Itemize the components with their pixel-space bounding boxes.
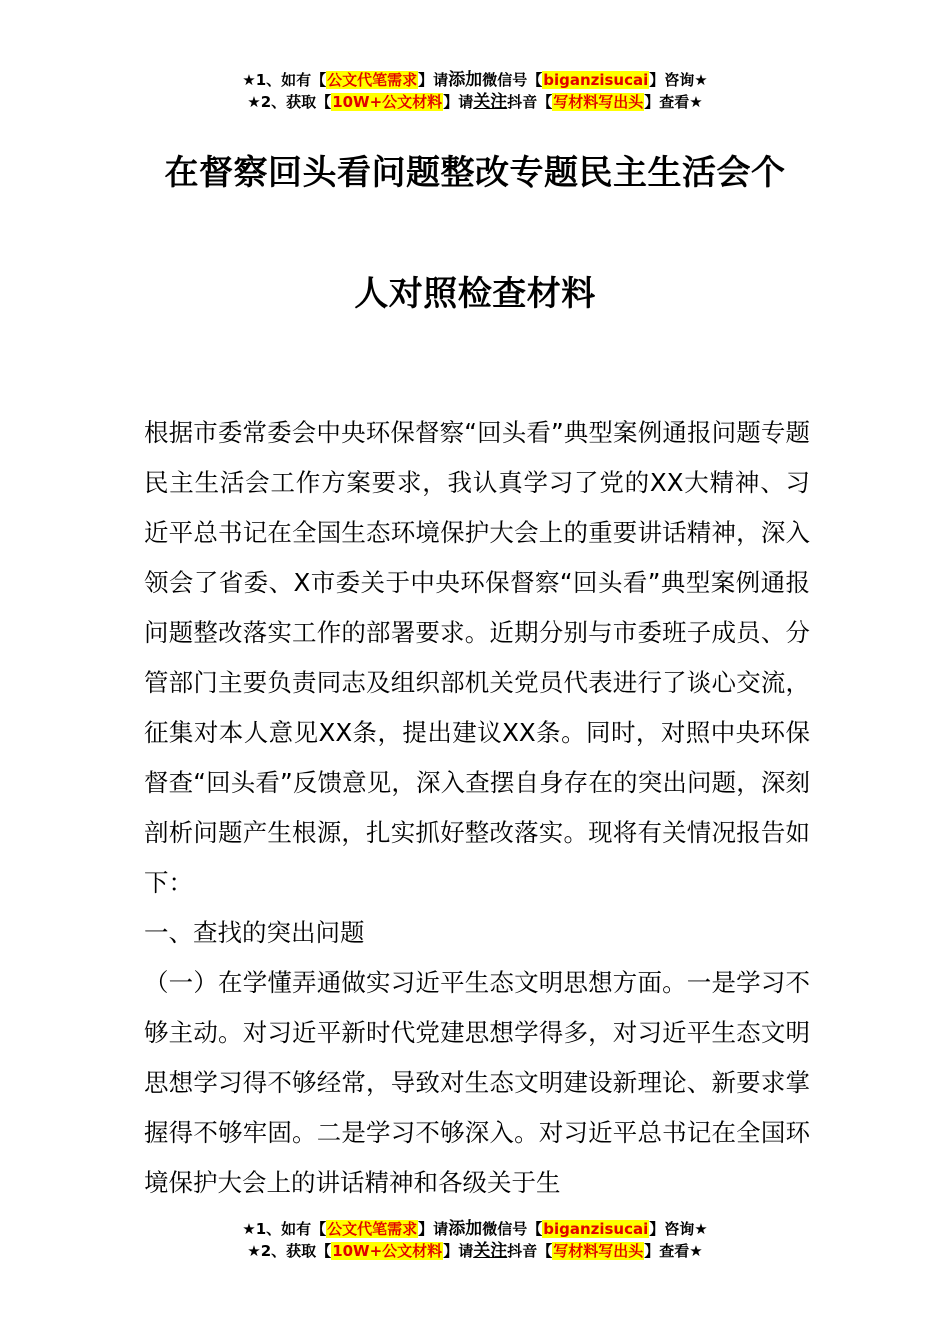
banner-text: 】咨询★ [649,1220,708,1238]
paragraph-section-1: （一）在学懂弄通做实习近平生态文明思想方面。一是学习不够主动。对习近平新时代党建思想学得多，对习近平生态文明思想学习得不够经常，导致对生态文明建设新理论、新要求掌握得不够牢固。二是学习不够深入。对习近平总书记在全国环境保护大会上的讲话精神和各级关于生 [144,968,810,1197]
bottom-banner [0,1218,950,1262]
highlight-douyin-account: 写材料写出头 [553,1242,644,1260]
banner-text: 微信号【 [482,71,543,89]
banner-text: 】查看★ [644,1242,703,1260]
banner-text: ★2、获取【 [247,93,332,111]
top-banner [0,69,950,113]
banner-text: 】请 [418,71,449,89]
banner-text: 】请 [443,1242,474,1260]
banner-text: 】咨询★ [649,71,708,89]
banner-emphasis: 关注 [473,1241,508,1261]
banner-emphasis: 添加 [448,1219,483,1239]
banner-line-1 [0,69,950,91]
banner-text: 】查看★ [644,93,703,111]
banner-text: 】请 [443,93,474,111]
highlight-wechat-id: biganzisucai [543,1220,649,1238]
highlight-materials: 10W+公文材料 [332,1242,443,1260]
banner-emphasis: 添加 [448,70,483,90]
document-body [144,408,810,1208]
paragraph-intro: 根据市委常委会中央环保督察“回头看”典型案例通报问题专题民主生活会工作方案要求，我认真学习了党的XX大精神、习近平总书记在全国生态环境保护大会上的重要讲话精神，深入领会了省委、X市委关于中央环保督察“回头看”典型案例通报问题整改落实工作的部署要求。近期分别与市委班子成员、分管部门主要负责同志及组织部机关党员代表进行了谈心交流，征集对本人意见XX条，提出建议XX条。同时，对照中央环保督查“回头看”反馈意见，深入查摆自身存在的突出问题，深刻剖析问题产生根源，扎实抓好整改落实。现将有关情况报告如下： [144,418,810,897]
banner-line-1 [0,1218,950,1240]
banner-line-2 [0,1240,950,1262]
banner-text: ★1、如有【 [242,1220,327,1238]
document-title-line-2: 人对照检查材料 [354,274,596,314]
banner-text: 抖音【 [507,93,553,111]
highlight-materials: 10W+公文材料 [332,93,443,111]
banner-text: 微信号【 [482,1220,543,1238]
banner-text: 】请 [418,1220,449,1238]
highlight-douyin-account: 写材料写出头 [553,93,644,111]
highlight-ghostwriting: 公文代笔需求 [327,1220,418,1238]
highlight-ghostwriting: 公文代笔需求 [327,71,418,89]
banner-emphasis: 关注 [473,92,508,112]
section-heading: 一、查找的突出问题 [144,918,365,947]
document-title-line-1: 在督察回头看问题整改专题民主生活会个 [164,153,786,193]
banner-text: ★2、获取【 [247,1242,332,1260]
highlight-wechat-id: biganzisucai [543,71,649,89]
banner-line-2 [0,91,950,113]
banner-text: ★1、如有【 [242,71,327,89]
banner-text: 抖音【 [507,1242,553,1260]
